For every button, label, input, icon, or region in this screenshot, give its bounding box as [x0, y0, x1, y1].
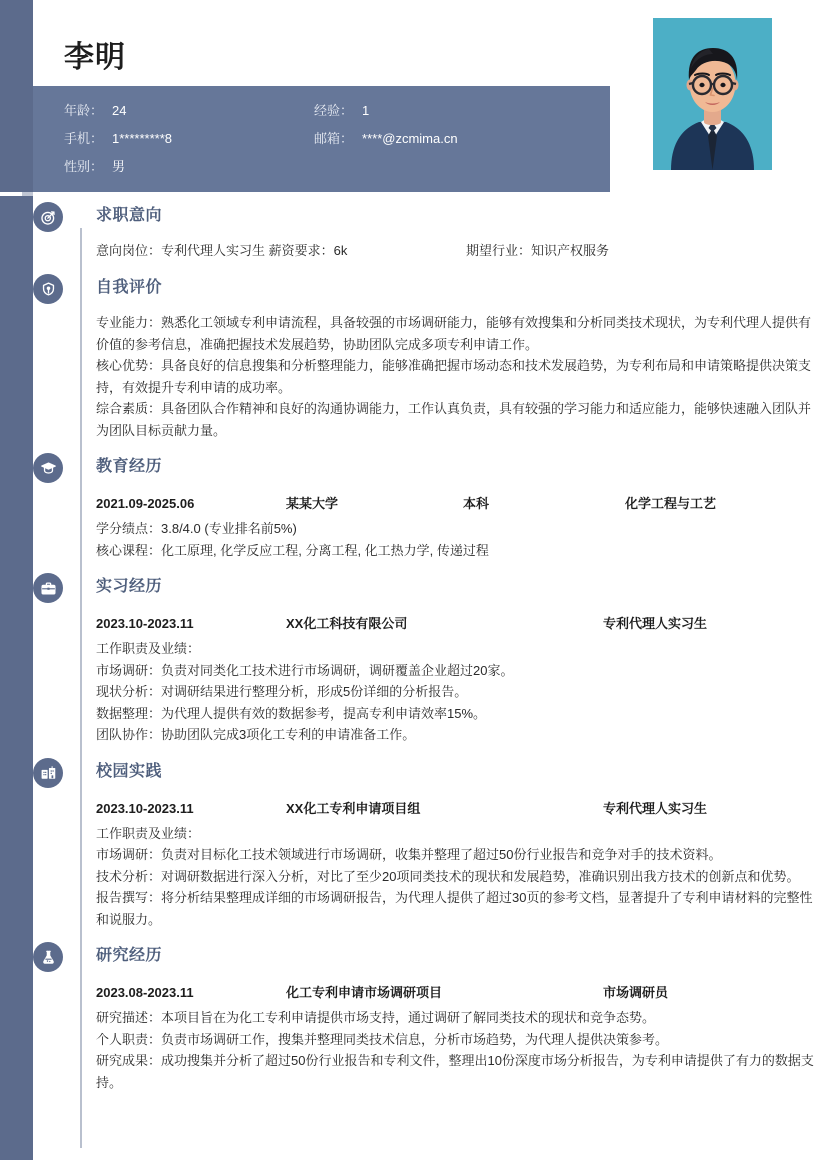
evaluation-line: 专业能力：熟悉化工领域专利申请流程，具备较强的市场调研能力，能够有效搜集和分析同类技术现状，为专利代理人提供有价值的参考信息，准确把握技术发展趋势，协助团队完成多项专利申请工作。	[96, 315, 812, 352]
resume-header	[33, 0, 820, 196]
research-line: 个人职责：负责市场调研工作，搜集并整理同类技术信息，分析市场趋势，为代理人提供决策参考。	[96, 1031, 669, 1047]
medal-icon	[33, 274, 63, 304]
education-entry-header	[96, 491, 820, 517]
contact-field-age	[64, 100, 314, 119]
candidate-photo	[653, 18, 772, 170]
research-project: 化工专利申请市场调研项目	[286, 985, 443, 1000]
evaluation-line: 核心优势：具备良好的信息搜集和分析整理能力，能够准确把握市场动态和技术发展趋势，为专利布局和申请策略提供决策支持，有效提升专利申请的成功率。	[96, 358, 812, 395]
section-body	[96, 312, 820, 451]
intent-position-salary: 意向岗位：专利代理人实习生 薪资要求：6k	[96, 243, 348, 258]
internship-line: 现状分析：对调研结果进行整理分析，形成5份详细的分析报告。	[96, 684, 468, 699]
section-title: 实习经历	[96, 578, 163, 595]
campus-role: 专利代理人实习生	[603, 800, 708, 816]
internship-entry-header	[96, 611, 820, 637]
education-school: 某某大学	[286, 496, 339, 511]
intent-industry: 期望行业：知识产权服务	[466, 243, 610, 258]
education-gpa: 学分绩点：3.8/4.0 (专业排名前5%)	[96, 521, 297, 536]
contact-info-row	[64, 156, 584, 184]
internship-date: 2023.10-2023.11	[96, 616, 194, 631]
section-header	[96, 571, 820, 611]
section-education	[33, 451, 820, 571]
research-date: 2023.08-2023.11	[96, 985, 194, 1000]
section-body	[96, 796, 820, 941]
evaluation-line: 综合素质：具备团队合作精神和良好的沟通协调能力，工作认真负责，具有较强的学习能力和适应能力，能够快速融入团队并为团队目标贡献力量。	[96, 401, 812, 438]
contact-info-grid	[64, 100, 584, 184]
contact-value: 1*********8	[112, 131, 173, 146]
internship-line: 工作职责及业绩：	[96, 641, 201, 656]
internship-company: XX化工科技有限公司	[286, 616, 408, 631]
contact-label: 年龄：	[64, 103, 104, 118]
internship-role: 专利代理人实习生	[603, 616, 708, 631]
contact-field-gender	[64, 156, 314, 175]
contact-value: 1	[362, 103, 370, 118]
education-courses: 核心课程：化工原理, 化学反应工程, 分离工程, 化工热力学, 传递过程	[96, 542, 489, 558]
research-line: 研究描述：本项目旨在为化工专利申请提供市场支持，通过调研了解同类技术的现状和竞争态势。	[96, 1010, 656, 1025]
section-title: 求职意向	[96, 207, 163, 224]
flask-icon	[33, 942, 63, 972]
section-campus-practice	[33, 756, 820, 941]
section-body	[96, 491, 820, 571]
contact-field-email	[314, 128, 458, 147]
contact-value: 男	[112, 159, 126, 174]
photo-illustration	[653, 18, 772, 170]
campus-line: 工作职责及业绩：	[96, 825, 201, 841]
left-slab-top	[0, 0, 33, 192]
contact-value: 24	[112, 103, 127, 118]
contact-label: 邮箱：	[314, 131, 354, 146]
briefcase-icon	[33, 573, 63, 603]
contact-field-phone	[64, 128, 314, 147]
internship-line: 数据整理：为代理人提供有效的数据参考，提高专利申请效率15%。	[96, 705, 487, 721]
campus-line: 报告撰写：将分析结果整理成详细的市场调研报告，为代理人提供了超过30页的参考文档，显著提升了专利申请材料的完整性和说服力。	[96, 890, 813, 927]
section-title: 研究经历	[96, 947, 163, 964]
section-header	[96, 451, 820, 491]
section-title: 教育经历	[96, 458, 163, 475]
campus-date: 2023.10-2023.11	[96, 800, 194, 816]
internship-line: 市场调研：负责对同类化工技术进行市场调研，调研覆盖企业超过20家。	[96, 662, 514, 678]
education-degree: 本科	[463, 496, 490, 511]
contact-value: ****@zcmima.cn	[362, 131, 458, 146]
left-slab-bottom	[0, 196, 33, 1160]
section-job-intention	[33, 200, 820, 272]
campus-line: 市场调研：负责对目标化工技术领域进行市场调研，收集并整理了超过50份行业报告和竞争对手的技术资料。	[96, 847, 722, 862]
section-internship	[33, 571, 820, 756]
contact-field-experience	[314, 100, 369, 119]
contact-info-bar	[33, 86, 610, 192]
candidate-name: 李明	[64, 41, 126, 74]
education-date: 2021.09-2025.06	[96, 496, 195, 511]
contact-label: 性别：	[64, 159, 104, 174]
school-building-icon	[33, 758, 63, 788]
research-entry-header	[96, 980, 820, 1006]
section-header	[96, 272, 820, 312]
target-icon	[33, 202, 63, 232]
section-header	[96, 756, 820, 796]
research-role: 市场调研员	[603, 985, 669, 1000]
section-research	[33, 940, 820, 1103]
contact-label: 手机：	[64, 131, 104, 146]
section-header	[96, 200, 820, 240]
graduation-cap-icon	[33, 453, 63, 483]
contact-label: 经验：	[314, 103, 354, 118]
section-title: 校园实践	[96, 762, 163, 780]
research-line: 研究成果：成功搜集并分析了超过50份行业报告和专利文件，整理出10份深度市场分析报告，为专利申请提供了有力的数据支持。	[96, 1053, 814, 1090]
contact-info-row	[64, 100, 584, 128]
section-body	[96, 240, 820, 272]
internship-line: 团队协作：协助团队完成3项化工专利的申请准备工作。	[96, 727, 416, 742]
job-intention-row	[96, 240, 820, 262]
section-header	[96, 940, 820, 980]
section-body	[96, 611, 820, 756]
campus-line: 技术分析：对调研数据进行深入分析，对比了至少20项同类技术的现状和发展趋势，准确识别出我方技术的创新点和优势。	[96, 868, 800, 884]
section-body	[96, 980, 820, 1103]
resume-sections	[33, 200, 820, 1103]
section-self-evaluation	[33, 272, 820, 451]
campus-entry-header	[96, 796, 820, 822]
section-title: 自我评价	[96, 279, 163, 296]
contact-info-row	[64, 128, 584, 156]
campus-project: XX化工专利申请项目组	[286, 800, 421, 816]
education-major: 化学工程与工艺	[625, 496, 717, 511]
